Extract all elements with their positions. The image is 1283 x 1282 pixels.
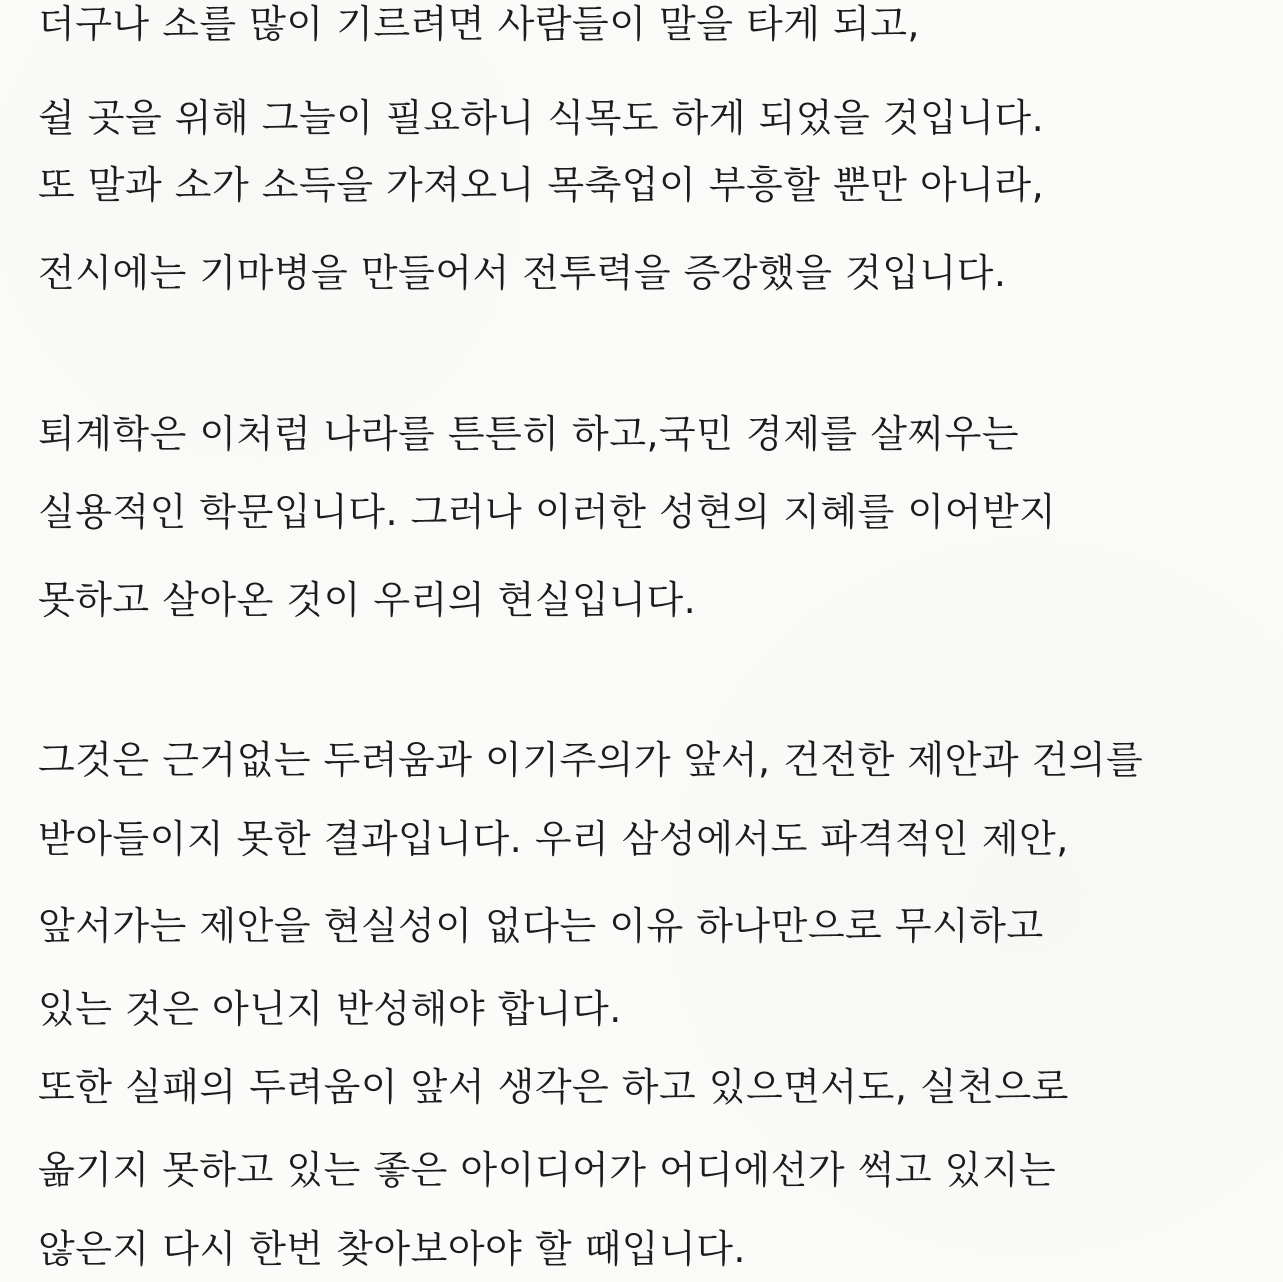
text-line: 더구나 소를 많이 기르려면 사람들이 말을 타게 되고, (38, 2, 921, 46)
text-line: 못하고 살아온 것이 우리의 현실입니다. (38, 578, 697, 622)
text-line: 있는 것은 아닌지 반성해야 합니다. (38, 987, 622, 1031)
text-line: 또한 실패의 두려움이 앞서 생각은 하고 있으면서도, 실천으로 (38, 1065, 1069, 1109)
text-line: 쉴 곳을 위해 그늘이 필요하니 식목도 하게 되었을 것입니다. (38, 96, 1045, 140)
text-line: 그것은 근거없는 두려움과 이기주의가 앞서, 건전한 제안과 건의를 (38, 738, 1144, 782)
text-line: 실용적인 학문입니다. 그러나 이러한 성현의 지혜를 이어받지 (38, 490, 1057, 534)
text-line: 받아들이지 못한 결과입니다. 우리 삼성에서도 파격적인 제안, (38, 817, 1069, 861)
text-line: 앞서가는 제안을 현실성이 없다는 이유 하나만으로 무시하고 (38, 904, 1044, 948)
text-line: 전시에는 기마병을 만들어서 전투력을 증강했을 것입니다. (38, 251, 1007, 295)
text-line: 않은지 다시 한번 찾아보아야 할 때입니다. (38, 1227, 747, 1271)
text-line: 또 말과 소가 소득을 가져오니 목축업이 부흥할 뿐만 아니라, (38, 163, 1045, 207)
text-line: 퇴계학은 이처럼 나라를 튼튼히 하고,국민 경제를 살찌우는 (38, 412, 1020, 456)
text-line: 옮기지 못하고 있는 좋은 아이디어가 어디에선가 썩고 있지는 (38, 1148, 1057, 1192)
